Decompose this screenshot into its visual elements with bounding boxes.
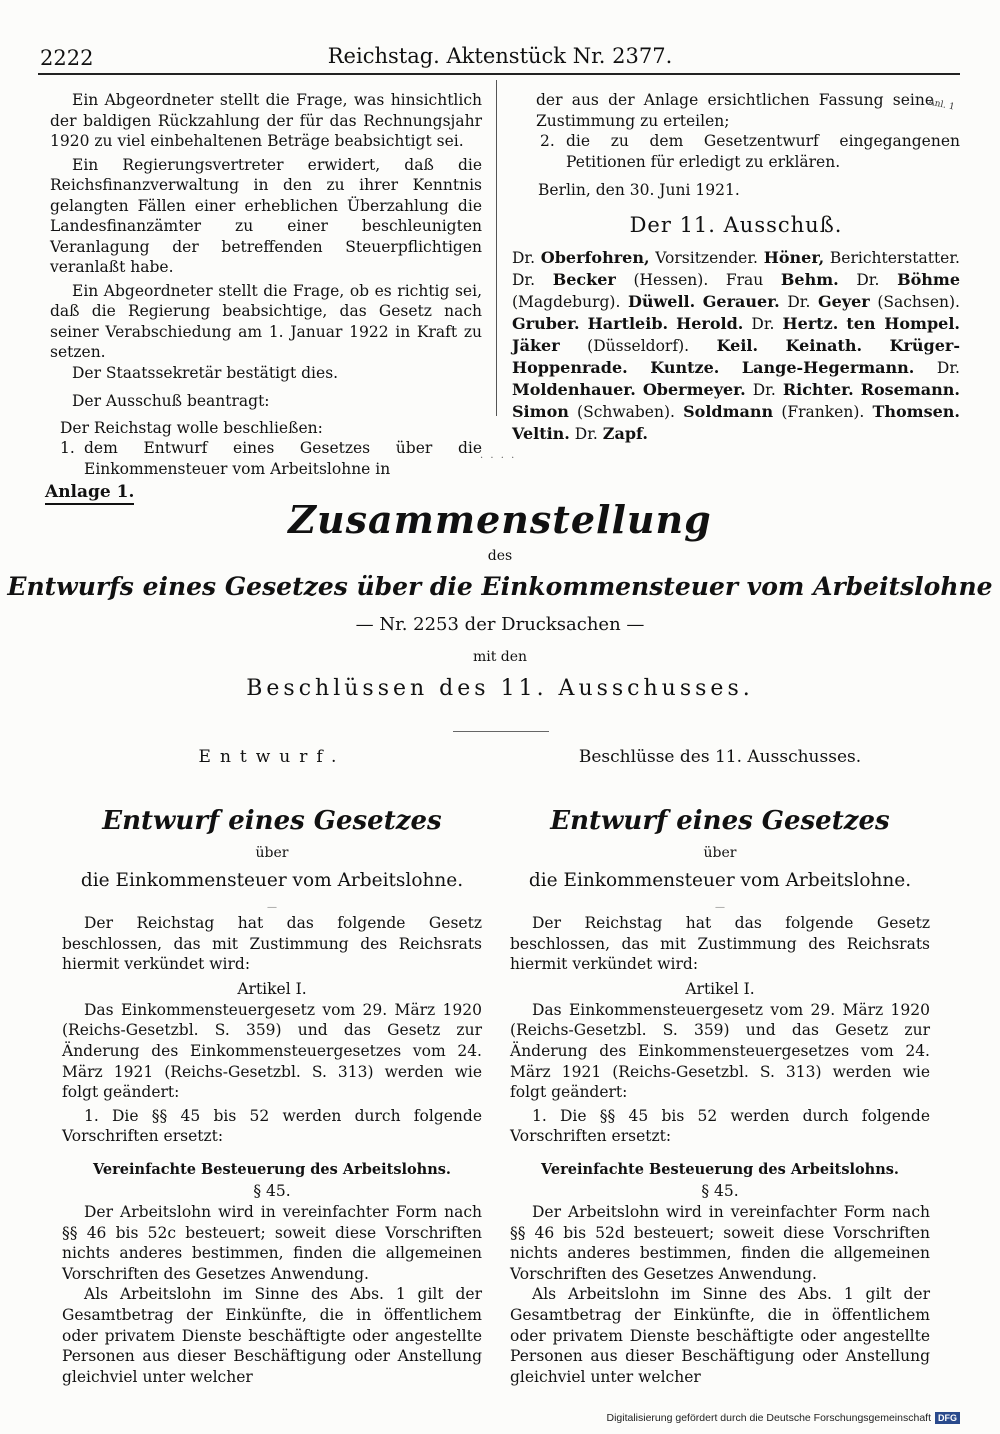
ueber-left: über — [255, 845, 289, 861]
member-detail: Dr. — [512, 248, 541, 267]
member-name: Düwell. — [627, 291, 696, 311]
column-label-left: Entwurf. — [198, 747, 346, 767]
section-heading: Vereinfachte Besteuerung des Arbeitslohns. — [541, 1160, 899, 1178]
member-detail — [636, 381, 643, 399]
date-line: Berlin, den 30. Juni 1921. — [538, 181, 740, 199]
preamble: Der Reichstag hat das folgende Gesetz beschlossen, das mit Zustimmung des Reichsrats hiermit verkündet wird: — [510, 914, 930, 974]
law-subtitle-right: die Einkommensteuer vom Arbeitslohne. — [528, 870, 912, 891]
member-name: Lange-Hegermann. — [741, 357, 915, 377]
member-detail: Berichterstatter. Dr. — [512, 248, 960, 289]
point-1: 1. Die §§ 45 bis 52 werden durch folgende Vorschriften ersetzt: — [510, 1106, 930, 1146]
member-name: ten Hompel. — [846, 313, 960, 333]
member-detail — [758, 337, 786, 355]
committee-members — [512, 247, 960, 445]
paragraph: Der Reichstag wolle beschließen: — [60, 418, 323, 437]
list-number: 1. — [60, 439, 75, 457]
member-name: Thomsen. — [872, 401, 960, 421]
committee-decisions-heading: Beschlüssen des 11. Ausschusses. — [246, 676, 754, 701]
paragraph: Als Arbeitslohn im Sinne des Abs. 1 gilt der Gesamtbetrag der Einkünfte, die in öffentlichem oder privatem Dienste beschäftigte oder angestellte Personen aus dieser Beschäftigung oder Anstellung gleichviel unter welcher — [62, 1285, 482, 1386]
member-name: Obermeyer. — [642, 379, 746, 399]
member-name: Hertz. — [782, 313, 839, 333]
member-detail — [854, 381, 861, 399]
drucksache-reference: — Nr. 2253 der Drucksachen — — [355, 614, 645, 635]
member-name: Kuntze. — [650, 357, 720, 377]
main-title: Zusammenstellung — [288, 497, 712, 542]
member-name: Gerauer. — [702, 291, 780, 311]
member-detail: Dr. — [569, 424, 603, 443]
member-name: Herold. — [676, 313, 744, 333]
paragraph-sign: § 45. — [701, 1181, 739, 1200]
margin-note: Anl. 1 — [927, 97, 956, 113]
law-subtitle-left: die Einkommensteuer vom Arbeitslohne. — [80, 870, 464, 891]
member-name: Hartleib. — [587, 313, 669, 333]
member-name: Moldenhauer. — [512, 379, 636, 399]
member-name: Soldmann — [683, 401, 774, 421]
list-item — [512, 131, 960, 172]
paragraph: Der Arbeitslohn wird in vereinfachter Form nach §§ 46 bis 52c besteuert; soweit diese Vorschriften nichts anderes bestimmen, finden die allgemeinen Vorschriften des Gesetzes Anwendung. — [62, 1202, 482, 1283]
member-detail: Dr. — [743, 314, 783, 333]
right-body — [510, 913, 930, 1387]
member-detail: (Franken). — [773, 402, 873, 421]
member-detail — [668, 315, 676, 333]
ornament-dots: · · · · — [480, 453, 517, 464]
member-name: Veltin. — [512, 423, 570, 443]
member-detail — [719, 359, 742, 377]
member-name: Simon — [512, 401, 569, 421]
list-text: der aus der Anlage ersichtlichen Fassung seine Zustimmung zu erteilen; — [536, 91, 934, 130]
paragraph: Ein Regierungsvertreter erwidert, daß die Reichsfinanzverwaltung in den zu ihrer Kenntnis gelangten Fällen einer erheblichen Überzahlung die Landesfinanzämter zu einer beschleunigten Veranlagung der betreffenden Steuerpflichtigen veranlaßt habe. — [50, 155, 482, 276]
member-name: Keil. — [716, 335, 759, 355]
member-detail: Dr. — [914, 358, 960, 377]
top-right-column — [512, 90, 960, 445]
footer-text: Digitalisierung gefördert durch die Deutsche Forschungsgemeinschaft — [606, 1412, 931, 1424]
member-name: Zapf. — [602, 423, 648, 443]
list-text: dem Entwurf eines Gesetzes über die Einkommensteuer vom Arbeitslohne in — [84, 439, 482, 478]
member-name: Behm. — [780, 269, 839, 289]
artikel-heading: Artikel I. — [685, 979, 755, 998]
member-detail — [695, 293, 703, 311]
member-name: Oberfohren, — [540, 247, 650, 267]
member-name: Krüger-Hoppenrade. — [512, 335, 960, 377]
member-detail: Vorsitzender. — [649, 248, 764, 267]
paragraph: Ein Abgeordneter stellt die Frage, ob es richtig sei, daß die Regierung beabsichtige, das Gesetz nach seiner Verabschiedung am 1. Januar 1922 in Kraft zu setzen. — [50, 281, 482, 361]
des-word: des — [487, 548, 513, 564]
member-detail — [862, 337, 890, 355]
section-heading: Vereinfachte Besteuerung des Arbeitslohns. — [93, 1160, 451, 1178]
divider-rule — [453, 731, 549, 732]
point-1: 1. Die §§ 45 bis 52 werden durch folgende Vorschriften ersetzt: — [62, 1106, 482, 1146]
artikel-heading: Artikel I. — [237, 979, 307, 998]
small-rule: — — [715, 902, 725, 913]
footer — [606, 1412, 960, 1424]
member-name: Richter. — [782, 379, 854, 399]
artikel-text: Das Einkommensteuergesetz vom 29. März 1920 (Reichs-Gesetzbl. S. 359) und das Gesetz zur Änderung des Einkommensteuergesetzes vom 24. März 1921 (Reichs-Gesetzbl. S. 313) werden wie folgt geändert: — [62, 1000, 482, 1102]
member-detail: (Düsseldorf). — [559, 336, 717, 355]
member-detail: Dr. — [838, 270, 898, 289]
small-rule: — — [267, 902, 277, 913]
mit-den: mit den — [472, 649, 528, 665]
page-number: 2222 — [40, 46, 94, 70]
member-detail: (Magdeburg). — [512, 292, 628, 311]
member-detail — [628, 359, 651, 377]
member-name: Rosemann. — [860, 379, 960, 399]
list-number: 2. — [540, 132, 555, 150]
ueber-right: über — [703, 845, 737, 861]
law-title-right: Entwurf eines Gesetzes — [550, 806, 890, 836]
member-name: Jäker — [512, 335, 560, 355]
anlage-label: Anlage 1. — [45, 482, 134, 505]
member-name: Böhme — [897, 269, 960, 289]
left-body — [62, 913, 482, 1387]
list-item-continuation — [512, 90, 960, 131]
column-label-right: Beschlüsse des 11. Ausschusses. — [578, 747, 862, 767]
paragraph-sign: § 45. — [253, 1181, 291, 1200]
member-name: Höner, — [763, 247, 825, 267]
committee-title: Der 11. Ausschuß. — [629, 212, 843, 237]
member-detail: (Hessen). Frau — [615, 270, 781, 289]
artikel-text: Das Einkommensteuergesetz vom 29. März 1920 (Reichs-Gesetzbl. S. 359) und das Gesetz zur Änderung des Einkommensteuergesetzes vom 24. März 1921 (Reichs-Gesetzbl. S. 313) werden wie folgt geändert: — [510, 1000, 930, 1102]
member-detail: (Sachsen). — [869, 292, 960, 311]
document-subtitle: Entwurfs eines Gesetzes über die Einkommensteuer vom Arbeitslohne — [7, 572, 993, 601]
list-item — [50, 438, 482, 479]
paragraph: Als Arbeitslohn im Sinne des Abs. 1 gilt der Gesamtbetrag der Einkünfte, die in öffentlichem oder privatem Dienste beschäftigte oder angestellte Personen aus dieser Beschäftigung oder Anstellung gleichviel unter welcher — [510, 1285, 930, 1386]
running-title: Reichstag. Aktenstück Nr. 2377. — [327, 44, 673, 68]
list-text: die zu dem Gesetzentwurf eingegangenen Petitionen für erledigt zu erklären. — [566, 132, 960, 171]
paragraph: Ein Abgeordneter stellt die Frage, was hinsichtlich der baldigen Rückzahlung der für das Rechnungsjahr 1920 zu viel einbehaltenen Beträge beabsichtigt sei. — [50, 91, 482, 150]
member-name: Gruber. — [512, 313, 580, 333]
paragraph: Der Staatssekretär bestätigt dies. — [72, 363, 339, 382]
paragraph: Der Arbeitslohn wird in vereinfachter Form nach §§ 46 bis 52d besteuert; soweit diese Vorschriften nichts anderes bestimmen, finden die allgemeinen Vorschriften des Gesetzes Anwendung. — [510, 1202, 930, 1283]
member-name: Becker — [552, 269, 616, 289]
member-detail — [580, 315, 588, 333]
law-title-left: Entwurf eines Gesetzes — [102, 806, 442, 836]
member-name: Geyer — [817, 291, 870, 311]
header-rule — [38, 73, 960, 75]
member-detail: Dr. — [745, 380, 783, 399]
column-divider — [496, 80, 497, 416]
member-detail: (Schwaben). — [568, 402, 684, 421]
member-name: Keinath. — [785, 335, 863, 355]
preamble: Der Reichstag hat das folgende Gesetz beschlossen, das mit Zustimmung des Reichsrats hiermit verkündet wird: — [62, 914, 482, 974]
member-detail: Dr. — [779, 292, 818, 311]
dfg-logo-icon: DFG — [935, 1412, 960, 1424]
paragraph: Der Ausschuß beantragt: — [72, 392, 270, 410]
top-left-column — [50, 90, 482, 479]
